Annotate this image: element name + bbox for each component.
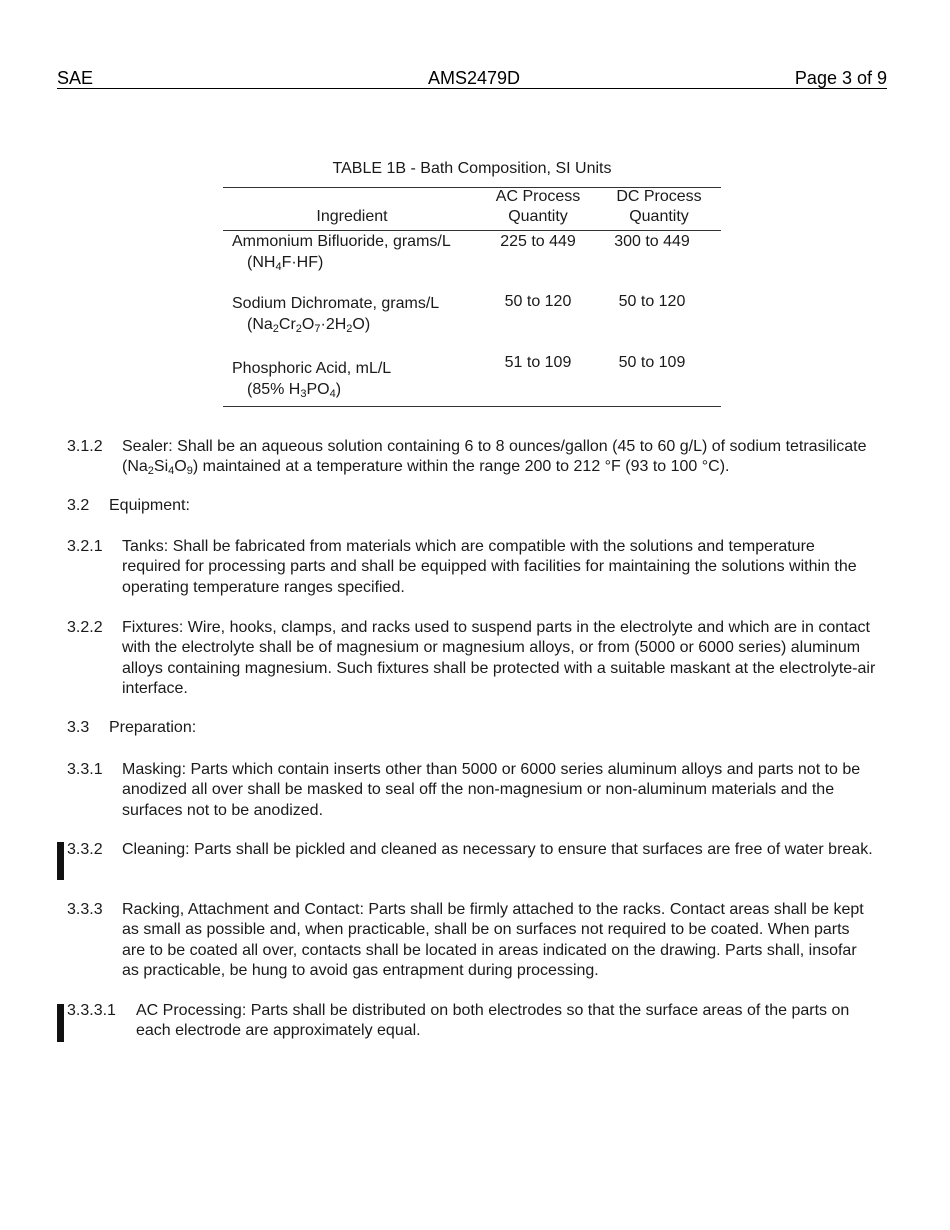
ac-quantity: 50 to 120 bbox=[504, 293, 572, 310]
table-header-dc bbox=[600, 187, 718, 227]
header-doc-number: AMS2479D bbox=[428, 68, 521, 88]
section-heading: Preparation: bbox=[109, 719, 197, 736]
table-row bbox=[232, 293, 492, 335]
table-title: TABLE 1B - Bath Composition, SI Units bbox=[332, 160, 612, 177]
section-3-3-3-1 bbox=[67, 1001, 877, 1042]
ingredient-formula: (85% $H_3PO_4$) bbox=[247, 381, 342, 400]
section-3-3-3 bbox=[67, 900, 877, 981]
ingredient-formula: $(NH_4F\cdot HF)$ bbox=[247, 254, 324, 273]
revision-bar bbox=[57, 1004, 64, 1042]
section-text: Sealer: Shall be an aqueous solution containing 6 to 8 ounces/gallon (45 to 60 g/L) of sodium tetrasilicate $(Na_2Si_4O_9)$ maintained at a temperature within the range 200 to 212 °F (93 to 100 °C). bbox=[122, 438, 867, 478]
ingredient-name: Sodium Dichromate, grams/L bbox=[232, 295, 440, 312]
section-text: AC Processing: Parts shall be distributed on both electrodes so that the surface areas of the parts on each electrode are approximately equal. bbox=[136, 1002, 850, 1040]
table-row bbox=[232, 231, 492, 273]
header-page-number: Page 3 of 9 bbox=[794, 68, 887, 88]
table-header-ingredient: Ingredient bbox=[316, 208, 388, 225]
section-3-2-1 bbox=[67, 537, 877, 598]
revision-bar bbox=[57, 842, 64, 880]
section-text-part: Sealer: Shall be an aqueous solution containing 6 to 8 ounces/gallon (45 to 60 g/L) of sodium tetrasilicate ( bbox=[122, 438, 867, 476]
section-3-2-2 bbox=[67, 618, 877, 699]
section-number: 3.3.3 bbox=[67, 901, 103, 918]
section-number: 3.3.3.1 bbox=[67, 1002, 116, 1019]
table-bottom-rule bbox=[223, 406, 721, 407]
section-3-3 bbox=[67, 718, 196, 738]
header-org: SAE bbox=[57, 68, 94, 88]
section-number: 3.2.1 bbox=[67, 538, 103, 555]
table-header-ac-line2: Quantity bbox=[508, 208, 568, 225]
section-number: 3.3.2 bbox=[67, 841, 103, 858]
section-number: 3.3.1 bbox=[67, 761, 103, 778]
section-3-3-2 bbox=[67, 840, 877, 860]
dc-quantity: 300 to 449 bbox=[614, 233, 690, 250]
section-number: 3.1.2 bbox=[67, 438, 103, 455]
section-text: Racking, Attachment and Contact: Parts shall be firmly attached to the racks. Contact areas shall be kept as small as possible and, when practicable, shall be on surfaces not required to be coated. When parts are to be coated all over, contacts shall be located in areas indicated on the drawing. Parts shall, insofar as practicable, be hung to avoid gas entrapment during processing. bbox=[122, 901, 864, 979]
table-header-dc-line2: Quantity bbox=[629, 208, 689, 225]
section-number: 3.2 bbox=[67, 497, 90, 514]
formula-prefix: (85% bbox=[247, 381, 289, 398]
table-header-ac-line1: AC Process bbox=[495, 188, 581, 205]
section-text: Masking: Parts which contain inserts other than 5000 or 6000 series aluminum alloys and parts not to be anodized all over shall be masked to seal off the non-magnesium or non-aluminum materials and the surfaces not to be anodized. bbox=[122, 761, 861, 819]
section-text: Cleaning: Parts shall be pickled and cleaned as necessary to ensure that surfaces are free of water break. bbox=[122, 841, 873, 858]
section-text-part: ) maintained at a temperature within the range 200 to 212 °F (93 to 100 °C). bbox=[192, 458, 730, 476]
section-heading: Equipment: bbox=[109, 497, 190, 514]
page-header bbox=[57, 68, 887, 89]
table-row bbox=[232, 358, 492, 400]
section-3-3-1 bbox=[67, 760, 877, 821]
section-number: 3.2.2 bbox=[67, 619, 103, 636]
section-text: Tanks: Shall be fabricated from materials which are compatible with the solutions and temperature required for processing parts and shall be equipped with facilities for maintaining the solutions within the operating temperature ranges specified. bbox=[122, 538, 857, 596]
section-text: Fixtures: Wire, hooks, clamps, and racks used to suspend parts in the electrolyte and which are in contact with the electrolyte shall be of magnesium or magnesium alloys, or from (5000 or 6000 series) aluminum alloys containing magnesium. Such fixtures shall be protected with a suitable maskant at the electrolyte-air interface. bbox=[122, 619, 876, 697]
ingredient-name: Ammonium Bifluoride, grams/L bbox=[232, 233, 451, 250]
ingredient-name: Phosphoric Acid, mL/L bbox=[232, 360, 392, 377]
ingredient-formula: $(Na_2Cr_2O_7\cdot 2H_2O)$ bbox=[247, 316, 371, 335]
table-header-ac bbox=[482, 187, 594, 227]
section-3-1-2 bbox=[67, 437, 877, 478]
dc-quantity: 50 to 120 bbox=[618, 293, 686, 310]
dc-quantity: 50 to 109 bbox=[618, 354, 686, 371]
section-3-2 bbox=[67, 496, 190, 516]
ac-quantity: 225 to 449 bbox=[500, 233, 576, 250]
ac-quantity: 51 to 109 bbox=[504, 354, 572, 371]
table-header-dc-line1: DC Process bbox=[616, 188, 702, 205]
section-number: 3.3 bbox=[67, 719, 90, 736]
